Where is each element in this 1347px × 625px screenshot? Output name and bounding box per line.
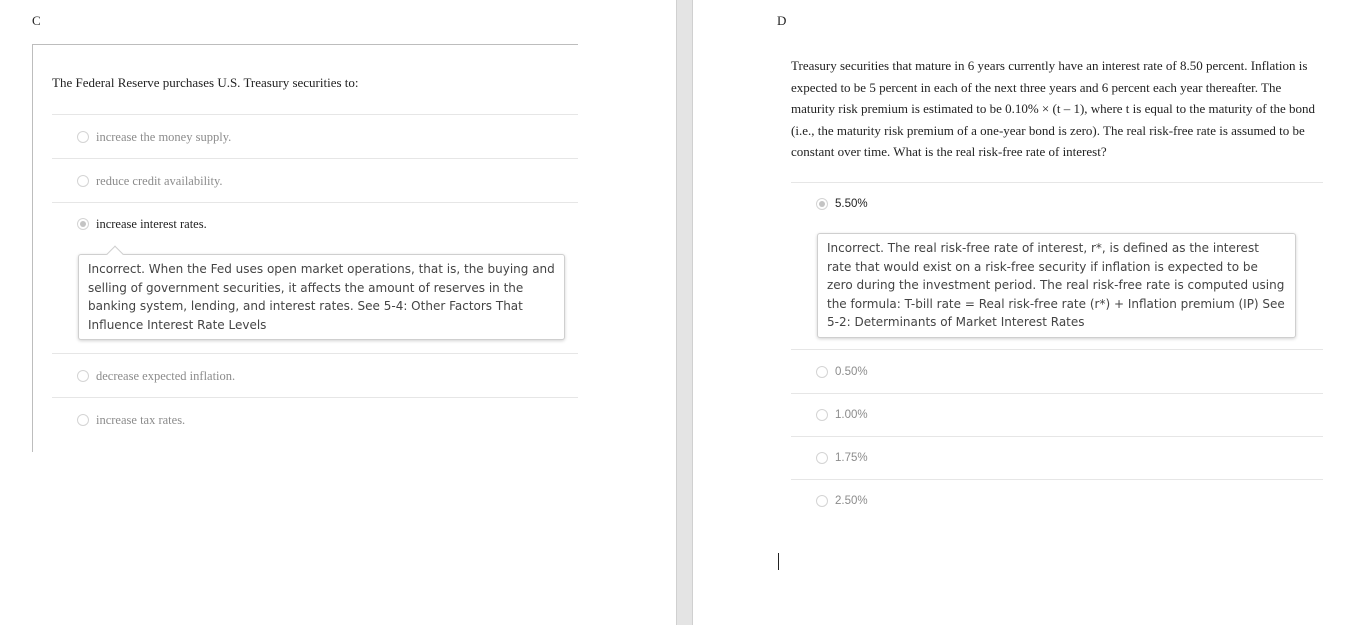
radio-button-selected[interactable] <box>77 218 89 230</box>
option-d-5-label: 2.50% <box>835 495 868 507</box>
option-d-3-label: 1.00% <box>835 409 868 421</box>
feedback-d-text: Incorrect. The real risk-free rate of interest, r*, is defined as the interest rate that would exist on a risk-free security if inflation is expected to be zero during the investment period. The real risk-free rate is computed using the formula: T-bill rate = Real risk-free rate (r*) + Inflation premium (IP) See 5-2: Determinants of Market Interest Rates <box>827 241 1285 330</box>
radio-button-selected[interactable] <box>816 198 828 210</box>
option-d-1-label: 5.50% <box>835 198 868 210</box>
panel-splitter[interactable] <box>676 0 693 625</box>
option-divider <box>52 158 578 159</box>
radio-button[interactable] <box>816 366 828 378</box>
option-divider <box>52 397 578 398</box>
option-divider <box>791 393 1323 394</box>
option-d-2-label: 0.50% <box>835 366 868 378</box>
question-d-text: Treasury securities that mature in 6 years currently have an interest rate of 8.50 percent. Inflation is expected to be 5 percent in each of the next three years and 6 percent each year thereafter. The maturity risk premium is estimated to be 0.10% × (t – 1), where t is equal to the maturity of the bond (i.e., the maturity risk premium of a one-year bond is zero). The real risk-free rate is assumed to be constant over time. What is the real risk-free rate of interest? <box>791 58 1315 159</box>
feedback-box-c <box>78 254 565 340</box>
feedback-box-d <box>817 233 1296 338</box>
radio-button[interactable] <box>816 495 828 507</box>
option-divider <box>791 436 1323 437</box>
radio-button[interactable] <box>77 370 89 382</box>
option-c-2-label: reduce credit availability. <box>96 173 223 188</box>
option-divider <box>791 479 1323 480</box>
option-d-3[interactable] <box>816 405 868 425</box>
feedback-c-text: Incorrect. When the Fed uses open market operations, that is, the buying and selling of government securities, it affects the amount of reserves in the banking system, lending, and interest rates. See 5-4: Other Factors That Influence Interest Rate Levels <box>88 262 555 332</box>
option-c-5-label: increase tax rates. <box>96 412 186 427</box>
option-divider <box>52 353 578 354</box>
option-c-2[interactable] <box>77 171 223 191</box>
radio-button[interactable] <box>77 175 89 187</box>
question-c-label: C <box>32 13 41 28</box>
option-d-1[interactable] <box>816 194 868 214</box>
option-c-1[interactable] <box>77 127 231 147</box>
option-c-1-label: increase the money supply. <box>96 129 232 144</box>
option-c-5[interactable] <box>77 410 185 430</box>
option-c-3-label: increase interest rates. <box>96 216 207 231</box>
text-cursor <box>778 553 779 570</box>
option-c-4[interactable] <box>77 366 235 386</box>
option-c-4-label: decrease expected inflation. <box>96 368 236 383</box>
option-d-5[interactable] <box>816 491 868 511</box>
radio-button[interactable] <box>816 452 828 464</box>
radio-button[interactable] <box>816 409 828 421</box>
option-divider <box>52 202 578 203</box>
option-d-2[interactable] <box>816 362 868 382</box>
radio-button[interactable] <box>77 131 89 143</box>
option-d-4[interactable] <box>816 448 868 468</box>
option-divider <box>791 349 1323 350</box>
option-d-4-label: 1.75% <box>835 452 868 464</box>
option-divider <box>52 114 578 115</box>
option-divider <box>791 182 1323 183</box>
option-c-3[interactable] <box>77 214 207 234</box>
question-d-label: D <box>777 13 787 28</box>
radio-button[interactable] <box>77 414 89 426</box>
question-c-text: The Federal Reserve purchases U.S. Treasury securities to: <box>52 75 359 90</box>
